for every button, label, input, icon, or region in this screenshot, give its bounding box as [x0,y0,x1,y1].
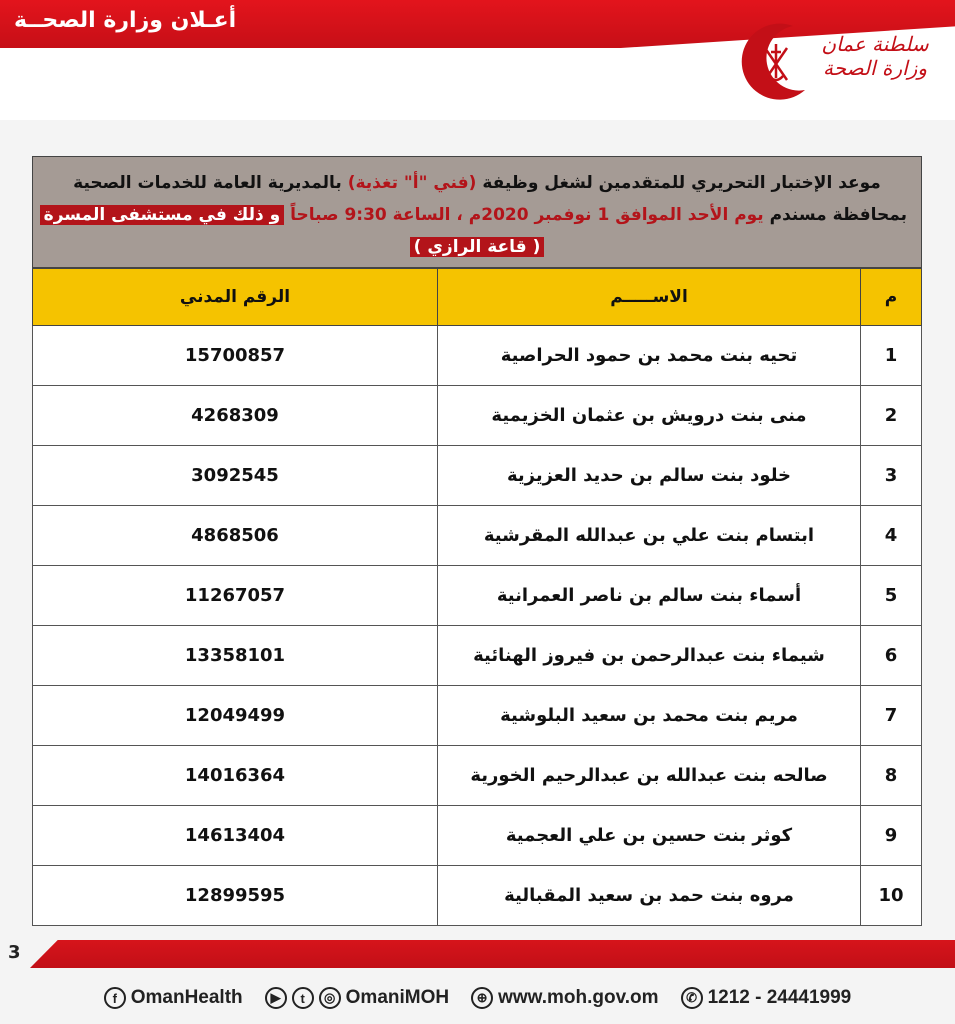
row-number: 8 [861,746,922,806]
facebook-icon: f [104,987,126,1009]
location-highlight: و ذلك في مستشفى المسرة [40,205,285,225]
row-name: كوثر بنت حسين بن علي العجمية [438,806,861,866]
row-civil-id: 11267057 [33,566,438,626]
bottom-red-stripe [30,940,955,968]
notice-text: موعد الإختبار التحريري للمتقدمين لشغل وظيفة [476,173,881,193]
website-url: www.moh.gov.om [498,987,659,1008]
row-number: 9 [861,806,922,866]
table-row [33,806,922,866]
notice-line-1 [47,167,907,199]
footer-contacts [0,980,955,1016]
row-name: مروه بنت حمد بن سعيد المقبالية [438,866,861,926]
facebook-link[interactable] [104,987,243,1009]
row-number: 4 [861,506,922,566]
logo-text-line2: وزارة الصحة [823,56,927,80]
row-number: 1 [861,326,922,386]
table-row [33,686,922,746]
table-row [33,866,922,926]
row-name: شيماء بنت عبدالرحمن بن فيروز الهنائية [438,626,861,686]
ministry-logo [735,18,935,108]
column-header-civil-id: الرقم المدني [33,269,438,326]
row-name: خلود بنت سالم بن حديد العزيزية [438,446,861,506]
row-civil-id: 14613404 [33,806,438,866]
phone-icon: ✆ [681,987,703,1009]
row-name: منى بنت درويش بن عثمان الخزيمية [438,386,861,446]
table-row [33,446,922,506]
crescent-emblem-icon [735,18,815,108]
row-civil-id: 3092545 [33,446,438,506]
row-name: أسماء بنت سالم بن ناصر العمرانية [438,566,861,626]
youtube-icon: ▶ [265,987,287,1009]
table-row [33,626,922,686]
row-civil-id: 12049499 [33,686,438,746]
table-row [33,386,922,446]
row-name: تحيه بنت محمد بن حمود الحراصية [438,326,861,386]
table-row [33,746,922,806]
row-name: مريم بنت محمد بن سعيد البلوشية [438,686,861,746]
row-number: 2 [861,386,922,446]
globe-icon: ⊕ [471,987,493,1009]
logo-text-line1: سلطنة عمان [821,32,929,56]
logo-text [815,32,935,80]
twitter-icon: t [292,987,314,1009]
notice-line-2 [43,199,907,231]
social-links[interactable] [265,987,449,1009]
row-number: 5 [861,566,922,626]
row-number: 6 [861,626,922,686]
table-header-row [33,269,922,326]
row-civil-id: 14016364 [33,746,438,806]
row-number: 10 [861,866,922,926]
table-body [33,326,922,926]
candidates-section [32,156,922,926]
hall-highlight: ( قاعة الرازي ) [410,237,545,257]
row-name: ابتسام بنت علي بن عبدالله المقرشية [438,506,861,566]
column-header-number: م [861,269,922,326]
row-civil-id: 13358101 [33,626,438,686]
notice-box [32,156,922,268]
top-banner [0,0,955,120]
notice-line-3 [47,231,907,263]
column-header-name: الاســـــم [438,269,861,326]
row-civil-id: 4868506 [33,506,438,566]
job-title-highlight: (فني "أ" تغذية) [347,173,477,193]
page-number: 3 [8,942,21,963]
announcement-title: أعـلان وزارة الصحــة [14,8,237,33]
notice-text: بمحافظة مسندم [763,205,907,225]
phone-number: 1212 - 24441999 [707,987,852,1008]
row-civil-id: 12899595 [33,866,438,926]
candidates-table [32,268,922,926]
instagram-icon: ◎ [319,987,341,1009]
table-row [33,326,922,386]
notice-text: بالمديرية العامة للخدمات الصحية [73,173,348,193]
table-row [33,566,922,626]
row-number: 3 [861,446,922,506]
facebook-handle: OmanHealth [130,987,243,1008]
social-handle: OmaniMOH [345,987,450,1008]
row-civil-id: 15700857 [33,326,438,386]
row-name: صالحه بنت عبدالله بن عبدالرحيم الخورية [438,746,861,806]
date-time-highlight: يوم الأحد الموافق 1 نوفمبر 2020م ، الساعة 9:30 صباحاً [290,205,764,225]
row-number: 7 [861,686,922,746]
row-civil-id: 4268309 [33,386,438,446]
phone-link[interactable] [681,987,852,1009]
website-link[interactable] [471,987,658,1009]
table-row [33,506,922,566]
